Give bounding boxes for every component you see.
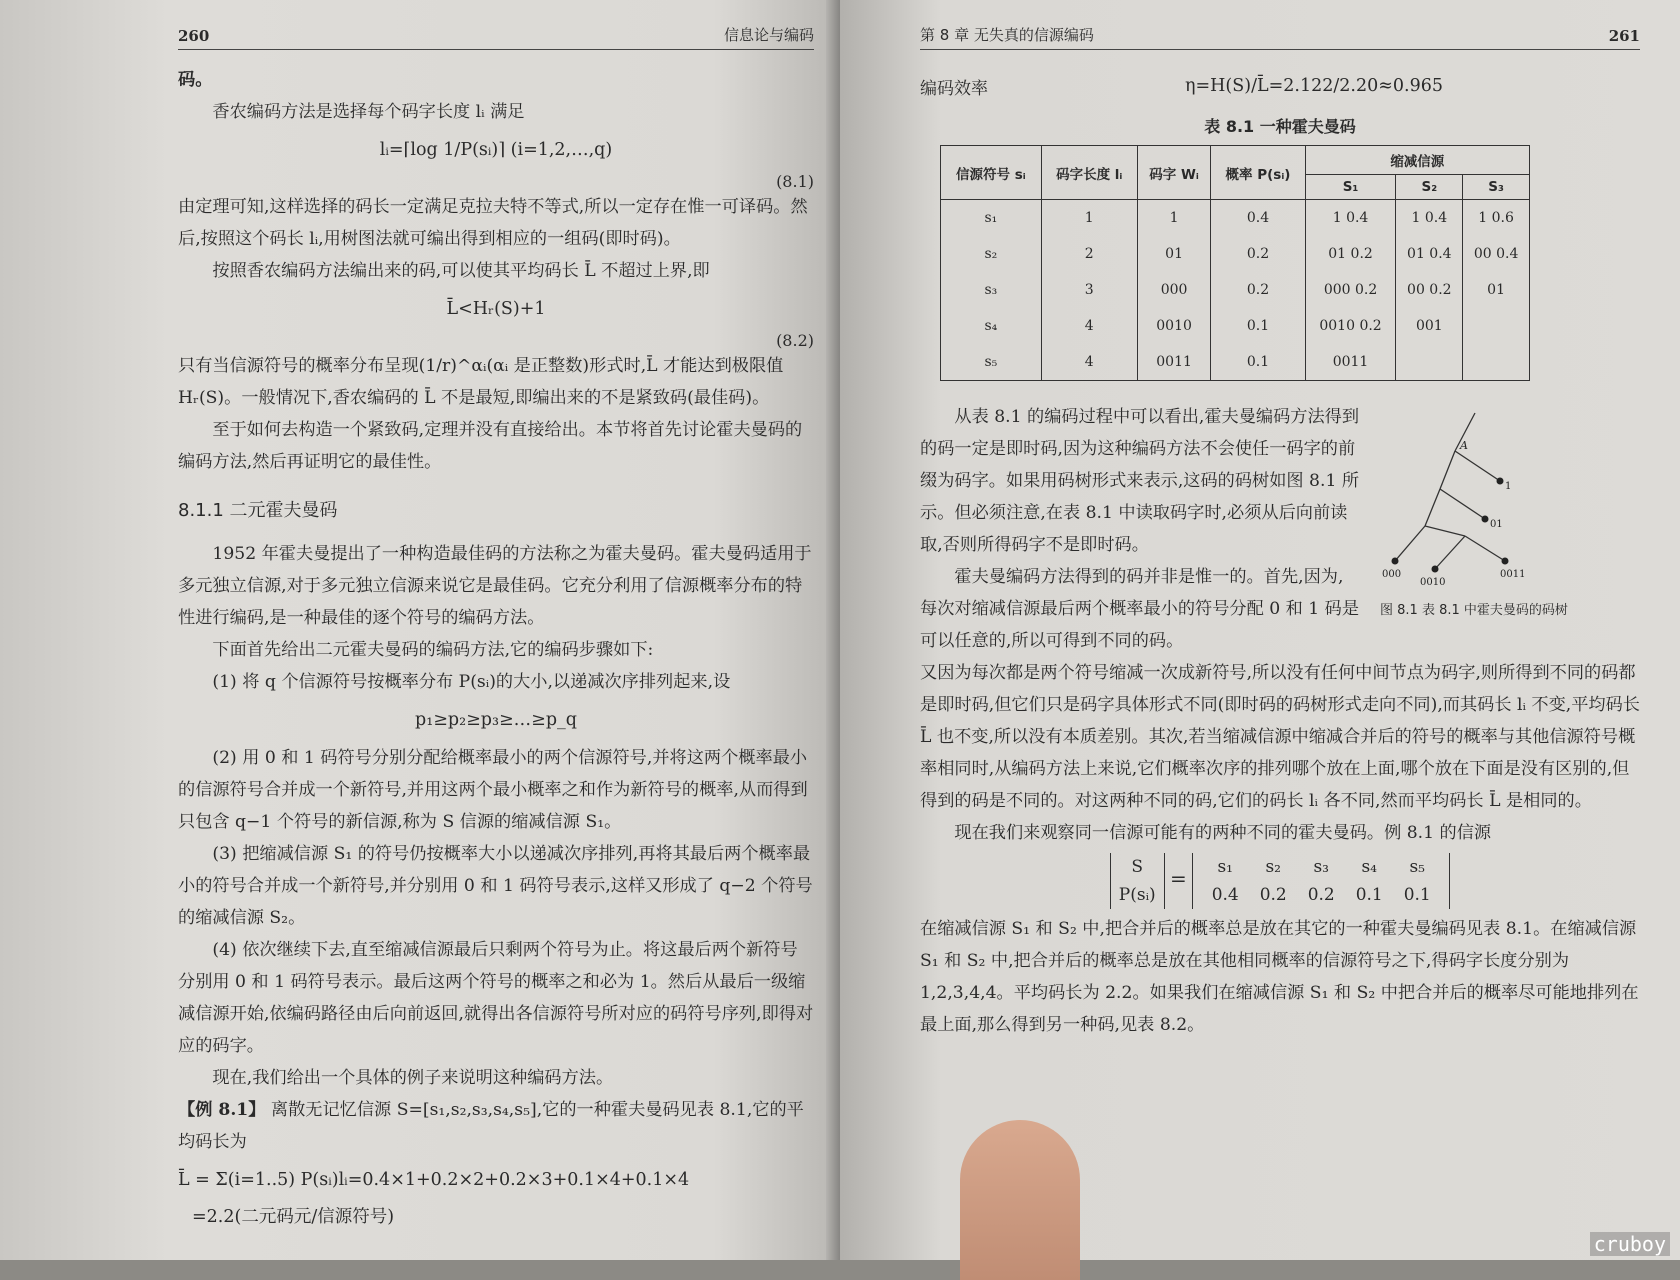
right-page-number: 261 — [1608, 27, 1640, 45]
table-row — [941, 344, 1530, 381]
matrix-left-bottom: P(sᵢ) — [1118, 885, 1156, 905]
para-example-intro: 现在,我们给出一个具体的例子来说明这种编码方法。 — [212, 1068, 614, 1088]
code-tree-diagram — [1380, 401, 1560, 591]
cell: s₂ — [941, 236, 1042, 272]
para-steps-intro: 下面首先给出二元霍夫曼码的编码方法,它的编码步骤如下: — [212, 640, 654, 660]
cell: 4 — [1041, 308, 1137, 344]
matrix-cell: 0.1 — [1355, 885, 1383, 905]
cell: 1 — [1137, 200, 1211, 237]
para-step-2: (2) 用 0 和 1 码符号分别分配给概率最小的两个信源符号,并将这两个概率最小的信源符号合并成一个新符号,并用这两个最小概率之和作为新符号的概率,从而得到只包含 q−1 个符号的新信源,称为 S 信源的缩减信源 S₁。 — [178, 748, 808, 832]
cell: 000 — [1137, 272, 1211, 308]
cell: 0.2 — [1211, 236, 1305, 272]
para-limit: 只有当信源符号的概率分布呈现(1/r)^αᵢ(αᵢ 是正整数)形式时,L̄ 才能达到极限值 Hᵣ(S)。一般情况下,香农编码的 L̄ 不是最短,即编出来的不是紧致码(最佳码)。 — [178, 356, 784, 408]
eq-upper-bound: L̄<Hᵣ(S)+1 — [446, 299, 546, 319]
cell — [1463, 308, 1530, 344]
eq-order: p₁≥p₂≥p₃≥…≥p_q — [415, 710, 577, 730]
para-step-1: (1) 将 q 个信源符号按概率分布 P(sᵢ)的大小,以递减次序排列起来,设 — [212, 672, 731, 692]
th-symbol: 信源符号 sᵢ — [941, 146, 1042, 200]
th-length: 码字长度 lᵢ — [1041, 146, 1137, 200]
cell: 0010 — [1137, 308, 1211, 344]
eq-number-8-2: (8.2) — [776, 331, 814, 350]
para-compact-code: 至于如何去构造一个紧致码,定理并没有直接给出。本节将首先讨论霍夫曼码的编码方法,然后再证明它的最佳性。 — [178, 420, 803, 472]
cell — [1396, 344, 1463, 381]
para-ma: 码。 — [178, 70, 213, 90]
huffman-table — [940, 145, 1530, 381]
cell: 2 — [1041, 236, 1137, 272]
matrix-left-top: S — [1131, 857, 1144, 877]
cell: 000 0.2 — [1305, 272, 1396, 308]
example-text: 离散无记忆信源 S=[s₁,s₂,s₃,s₄,s₅],它的一种霍夫曼码见表 8.1,它的平均码长为 — [178, 1100, 804, 1152]
tree-leaf-0010: 0010 — [1420, 577, 1446, 588]
cell: s₃ — [941, 272, 1042, 308]
matrix-cell: 0.2 — [1307, 885, 1335, 905]
matrix-cell: 0.4 — [1211, 885, 1239, 905]
matrix-cell: 0.2 — [1259, 885, 1287, 905]
th-probability: 概率 P(sᵢ) — [1211, 146, 1305, 200]
para-not-unique: 霍夫曼编码方法得到的码并非是惟一的。首先,因为,每次对缩减信源最后两个概率最小的符号分配 0 和 1 码是可以任意的,所以可得到不同的码。 — [920, 567, 1360, 651]
th-s3: S₃ — [1463, 175, 1530, 200]
para-kraft: 由定理可知,这样选择的码长一定满足克拉夫特不等式,所以一定存在惟一可译码。然后,按照这个码长 lᵢ,用树图法就可编出得到相应的一组码(即时码)。 — [178, 197, 808, 249]
para-instant-code: 从表 8.1 的编码过程中可以看出,霍夫曼编码方法得到的码一定是即时码,因为这种编码方法不会使任一码字的前缀为码字。如果用码树形式来表示,这码的码树如图 8.1 所示。但必须注意,在表 8.1 中读取码字时,必须从后向前读取,否则所得码字不是即时码。 — [920, 407, 1360, 555]
matrix-cell: s₃ — [1313, 857, 1329, 877]
cell: 01 — [1463, 272, 1530, 308]
cell — [1463, 344, 1530, 381]
tree-leaf-1: 1 — [1505, 481, 1512, 492]
left-page — [0, 0, 840, 1260]
cell: 1 — [1041, 200, 1137, 237]
para-no-essential-difference: 又因为每次都是两个符号缩减一次成新符号,所以没有任何中间节点为码字,则所得到不同的码都是即时码,但它们只是码字具体形式不同(即时码的码树形式走向不同),而其码长 lᵢ 不变,平均码长 L̄ 也不变,所以没有本质差别。其次,若当缩减信源中缩减合并后的符号的概率与其他信源符号概率相同时,从编码方法上来说,它们概率次序的排列哪个放在上面,哪个放在下面是没有区别的,但得到的码是不同的。对这两种不同的码,它们的码长 lᵢ 各不同,然而平均码长 L̄ 是相同的。 — [920, 663, 1640, 811]
chapter-head: 第 8 章 无失真的信源编码 — [920, 26, 1094, 44]
efficiency-row — [920, 64, 1640, 108]
eqnum-row-1 — [178, 172, 814, 191]
cell: 0.1 — [1211, 344, 1305, 381]
th-s2: S₂ — [1396, 175, 1463, 200]
matrix-cell: 0.1 — [1403, 885, 1431, 905]
left-header — [178, 24, 814, 50]
th-codeword: 码字 Wᵢ — [1137, 146, 1211, 200]
para-observe: 现在我们来观察同一信源可能有的两种不同的霍夫曼码。例 8.1 的信源 — [954, 823, 1492, 843]
eq-number-8-1: (8.1) — [776, 172, 814, 191]
matrix-cell: s₂ — [1265, 857, 1281, 877]
thumb — [960, 1120, 1080, 1280]
watermark: cruboy — [1590, 1232, 1670, 1256]
cell: 0011 — [1137, 344, 1211, 381]
cell: s₄ — [941, 308, 1042, 344]
table-row — [941, 200, 1530, 237]
cell: 0.1 — [1211, 308, 1305, 344]
matrix-left — [1110, 853, 1165, 909]
cell: 01 0.4 — [1396, 236, 1463, 272]
para-upper-bound: 按照香农编码方法编出来的码,可以使其平均码长 L̄ 不超过上界,即 — [212, 261, 710, 281]
right-header — [920, 24, 1640, 50]
left-running-head: 信息论与编码 — [723, 26, 814, 44]
tree-leaf-0011: 0011 — [1500, 569, 1526, 580]
para-shannon-intro: 香农编码方法是选择每个码字长度 lᵢ 满足 — [212, 102, 525, 122]
table-row — [941, 236, 1530, 272]
para-step-3: (3) 把缩减信源 S₁ 的符号仍按概率大小以递减次序排列,再将其最后两个概率最小的符号合并成一个新符号,并分别用 0 和 1 码符号表示,这样又形成了 q−2 个符号的缩减信源 S₂。 — [178, 844, 813, 928]
cell: 00 0.2 — [1396, 272, 1463, 308]
cell: 1 0.4 — [1396, 200, 1463, 237]
para-table-8-2: 在缩减信源 S₁ 和 S₂ 中,把合并后的概率总是放在其它的一种霍夫曼编码见表 8.1。在缩减信源 S₁ 和 S₂ 中,把合并后的概率总是放在其他相同概率的信源符号之下,得码字长度分别为 1,2,3,4,4。平均码长为 2.2。如果我们在缩减信源 S₁ 和 S₂ 中把合并后的概率尽可能地排列在最上面,那么得到另一种码,见表 8.2。 — [920, 919, 1639, 1035]
eq-shannon-length: lᵢ=⌈log 1/P(sᵢ)⌉ (i=1,2,…,q) — [379, 140, 613, 160]
cell: 1 0.6 — [1463, 200, 1530, 237]
left-page-number: 260 — [178, 27, 210, 45]
cell: 0010 0.2 — [1305, 308, 1396, 344]
cell: 00 0.4 — [1463, 236, 1530, 272]
tree-leaf-01: 01 — [1490, 519, 1503, 530]
cell: 0.4 — [1211, 200, 1305, 237]
cell: s₁ — [941, 200, 1042, 237]
table-row — [941, 272, 1530, 308]
cell: 4 — [1041, 344, 1137, 381]
cell: s₅ — [941, 344, 1042, 381]
source-matrix: S P(sᵢ) = s₁ s₂ s₃ s₄ s₅ 0.4 0.2 0.2 0.1 0.1 — [920, 853, 1640, 909]
table-row — [941, 308, 1530, 344]
section-title: 8.1.1 二元霍夫曼码 — [178, 500, 338, 521]
eq-average-length: L̄ = Σ(i=1..5) P(sᵢ)lᵢ=0.4×1+0.2×2+0.2×3+0.1×4+0.1×4 — [178, 1170, 690, 1190]
cell: 3 — [1041, 272, 1137, 308]
eqnum-row-2 — [178, 331, 814, 350]
th-s1: S₁ — [1305, 175, 1396, 200]
matrix-cell: s₅ — [1409, 857, 1425, 877]
para-example — [178, 1094, 814, 1158]
table-caption: 表 8.1 一种霍夫曼码 — [1204, 117, 1356, 136]
para-step-4: (4) 依次继续下去,直至缩减信源最后只剩两个符号为止。将这最后两个新符号分别用 0 和 1 码符号表示。最后这两个符号的概率之和必为 1。然后从最后一级缩减信源开始,依编码路径由后向前返回,就得出各信源符号所对应的码符号序列,即得对应的码字。 — [178, 940, 814, 1056]
matrix-right — [1192, 853, 1450, 909]
tree-node-a: A — [1460, 439, 1468, 452]
cell: 01 0.2 — [1305, 236, 1396, 272]
cell: 0.2 — [1211, 272, 1305, 308]
cell: 1 0.4 — [1305, 200, 1396, 237]
eq-average-result: =2.2(二元码元/信源符号) — [192, 1207, 395, 1227]
example-label: 【例 8.1】 — [178, 1100, 266, 1120]
tree-leaf-000: 000 — [1382, 569, 1402, 580]
th-reduced: 缩减信源 — [1305, 146, 1529, 175]
right-page — [840, 0, 1680, 1260]
cell: 01 — [1137, 236, 1211, 272]
cell: 0011 — [1305, 344, 1396, 381]
matrix-row-symbols — [1201, 853, 1441, 881]
matrix-row-probs — [1201, 881, 1441, 909]
cell: 001 — [1396, 308, 1463, 344]
text-figure-block — [920, 401, 1640, 657]
efficiency-eq: η=H(S)/L̄=2.122/2.20≈0.965 — [1185, 76, 1443, 96]
figure-caption: 图 8.1 表 8.1 中霍夫曼码的码树 — [1380, 603, 1568, 618]
figure-8-1 — [1380, 401, 1570, 657]
block-text-column — [920, 401, 1360, 657]
matrix-cell: s₁ — [1217, 857, 1233, 877]
efficiency-label: 编码效率 — [920, 78, 988, 99]
matrix-cell: s₄ — [1361, 857, 1377, 877]
para-huffman-1952: 1952 年霍夫曼提出了一种构造最佳码的方法称之为霍夫曼码。霍夫曼码适用于多元独立信源,对于多元独立信源来说它是最佳码。它充分利用了信源概率分布的特性进行编码,是一种最佳的逐个符号的编码方法。 — [178, 544, 812, 628]
